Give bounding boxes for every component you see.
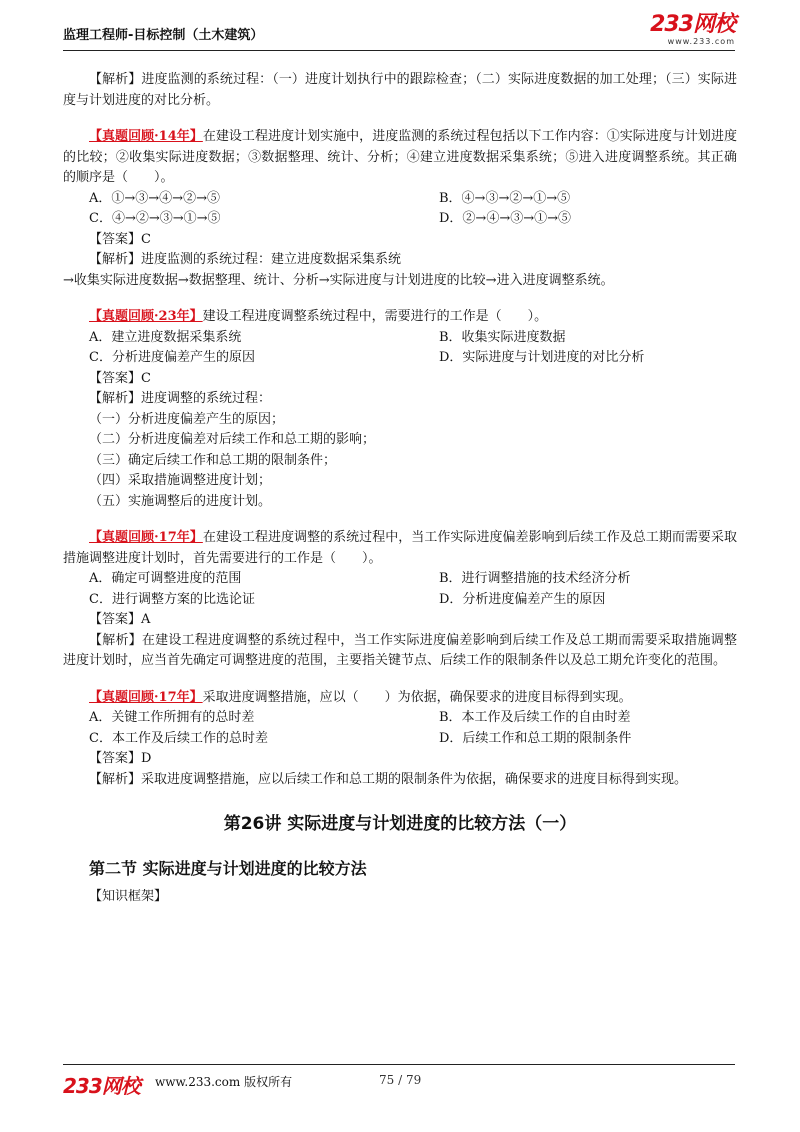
- lecture-title: 第26讲 实际进度与计划进度的比较方法（一）: [223, 814, 577, 834]
- question-text: [63, 307, 737, 328]
- analysis-text: 【解析】进度监测的系统过程：建立进度数据采集系统: [89, 252, 402, 267]
- option-a: A．①→③→④→②→⑤: [89, 190, 220, 206]
- option-d: D．②→④→③→①→⑤: [439, 211, 571, 226]
- question-tag: 【真题回顾·23年】: [89, 309, 203, 324]
- question-block-2: [63, 307, 737, 512]
- option-d: D．分析进度偏差产生的原因: [439, 591, 606, 607]
- question-stem: 采取进度调整措施，应以（ ）为依据，确保要求的进度目标得到实现。: [202, 689, 632, 705]
- option-a: A．关键工作所拥有的总时差: [89, 710, 255, 725]
- page-header: [63, 0, 735, 52]
- option-b: B．进行调整措施的技术经济分析: [439, 571, 631, 586]
- question-text: [63, 528, 737, 569]
- answer-text: 【答案】C: [89, 370, 151, 386]
- question-block-0: [63, 70, 737, 111]
- analysis-text: 【解析】在建设工程进度调整的系统过程中，当工作实际进度偏差影响到后续工作及总工期而需要采取措施调整进度计划时，应当首先确定可调整进度的范围，主要指关键节点、后续工作的限制条件以及总工期允许变化的范围。: [63, 632, 737, 668]
- option-d: D．后续工作和总工期的限制条件: [439, 730, 632, 746]
- header-divider: [63, 50, 735, 51]
- section-title: 第二节 实际进度与计划进度的比较方法: [89, 858, 367, 878]
- page-footer: [63, 1064, 735, 1104]
- question-block-4: [63, 688, 737, 791]
- logo-url: www.233.com: [667, 37, 735, 46]
- analysis-line: （四）采取措施调整进度计划；: [89, 473, 272, 488]
- option-c: C．本工作及后续工作的总时差: [89, 730, 268, 746]
- knowledge-frame-label: 【知识框架】: [89, 889, 168, 904]
- answer-text: 【答案】D: [89, 751, 152, 766]
- page-number: 75 / 79: [379, 1073, 422, 1087]
- question-block-3: [63, 528, 737, 672]
- answer-text: 【答案】A: [89, 612, 151, 627]
- logo-text: 233网校: [650, 12, 735, 37]
- question-text: [63, 688, 737, 709]
- question-stem: 在建设工程进度计划实施中，进度监测的系统过程包括以下工作内容：①实际进度与计划进度的比较；②收集实际进度数据；③数据整理、统计、分析；④建立进度数据采集系统；⑤进入进度调整系统。其正确的顺序是（ ）。: [63, 129, 737, 185]
- option-c: C．④→②→③→①→⑤: [89, 211, 221, 226]
- question-block-1: [63, 127, 737, 291]
- option-d: D．实际进度与计划进度的对比分析: [439, 350, 645, 365]
- question-tag: 【真题回顾·17年】: [89, 530, 203, 545]
- answer-text: 【答案】C: [89, 231, 151, 247]
- analysis-line: （二）分析进度偏差对后续工作和总工期的影响；: [89, 432, 376, 447]
- analysis-line: （一）分析进度偏差产生的原因；: [89, 411, 285, 427]
- option-a: A．建立进度数据采集系统: [89, 329, 242, 345]
- option-b: B．收集实际进度数据: [439, 329, 566, 345]
- header-title: 监理工程师-目标控制（土木建筑）: [63, 28, 264, 43]
- analysis-line: （三）确定后续工作和总工期的限制条件；: [89, 452, 337, 468]
- question-tag: 【真题回顾·17年】: [89, 689, 203, 705]
- analysis-line: 【解析】进度调整的系统过程：: [89, 391, 272, 406]
- footer-divider: [63, 1064, 735, 1065]
- analysis-line: （五）实施调整后的进度计划。: [89, 493, 272, 509]
- analysis-text-cont: →收集实际进度数据→数据整理、统计、分析→实际进度与计划进度的比较→进入进度调整系统。: [63, 272, 614, 288]
- brand-logo: [650, 14, 735, 46]
- option-c: C．进行调整方案的比选论证: [89, 591, 255, 607]
- option-c: C．分析进度偏差产生的原因: [89, 350, 255, 365]
- footer-logo: 233网校: [63, 1074, 140, 1098]
- analysis-text: 【解析】采取进度调整措施，应以后续工作和总工期的限制条件为依据，确保要求的进度目标得到实现。: [89, 771, 688, 787]
- option-b: B．④→③→②→①→⑤: [439, 190, 571, 206]
- options-grid: [63, 708, 737, 749]
- page-content: [63, 70, 737, 908]
- options-grid: [63, 189, 737, 230]
- option-b: B．本工作及后续工作的自由时差: [439, 710, 631, 725]
- question-stem: 建设工程进度调整系统过程中，需要进行的工作是（ ）。: [202, 309, 548, 324]
- options-grid: [63, 328, 737, 369]
- options-grid: [63, 569, 737, 610]
- option-a: A．确定可调整进度的范围: [89, 571, 242, 586]
- footer-copyright: www.233.com 版权所有: [155, 1075, 293, 1089]
- question-text: [63, 127, 737, 189]
- question-stem: 在建设工程进度调整的系统过程中，当工作实际进度偏差影响到后续工作及总工期而需要采取措施调整进度计划时，首先需要进行的工作是（ ）。: [63, 530, 737, 566]
- analysis-text: 【解析】进度监测的系统过程：（一）进度计划执行中的跟踪检查；（二）实际进度数据的加工处理；（三）实际进度与计划进度的对比分析。: [63, 72, 737, 108]
- question-tag: 【真题回顾·14年】: [89, 129, 203, 144]
